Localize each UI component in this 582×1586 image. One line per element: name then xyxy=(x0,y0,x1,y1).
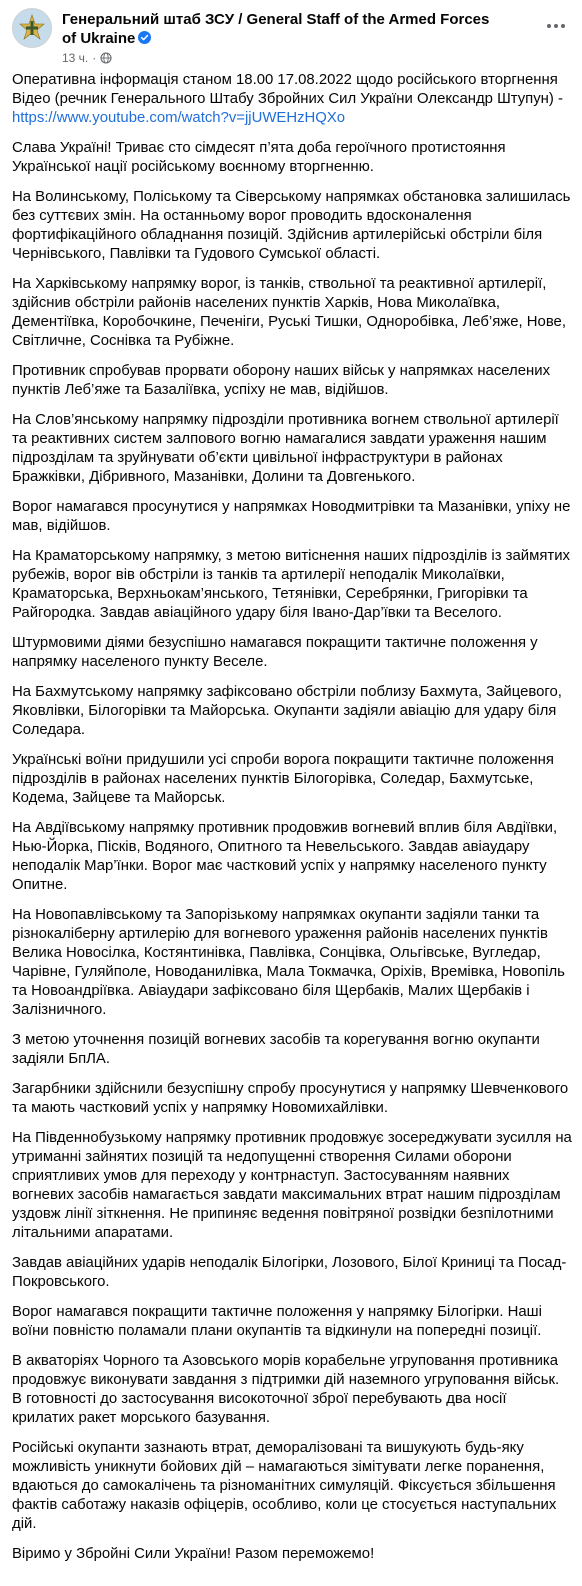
post-timestamp[interactable]: 13 ч. xyxy=(62,51,89,65)
post-paragraph: Українські воїни придушили усі спроби ворога покращити тактичне положення підрозділів в районах населених пунктів Білогорівка, Соледар, Бахмутське, Кодема, Зайцеве та Майорськ. xyxy=(12,752,554,806)
post-intro xyxy=(12,71,572,128)
post-paragraph: На Слов’янському напрямку підрозділи противника вогнем ствольної артилерії та реактивних систем залпового вогню намагалися завдати ураження нашим підрозділам та зруйнувати об’єкти цивільної інфраструктури в районах Бражківки, Дібривного, Мазанівки, Долини та Довгенького. xyxy=(12,412,559,485)
post-paragraph: Ворог намагався покращити тактичне положення у напрямку Білогірки. Наші воїни повністю поламали плани окупантів та відкинули на попередні позиції. xyxy=(12,1304,542,1339)
armed-forces-emblem-icon xyxy=(13,9,51,47)
intro-text: Оперативна інформація станом 18.00 17.08.2022 щодо російського вторгнення Відео (речник Генерального Штабу Збройних Сил України Олександр Штупун) - xyxy=(12,72,563,107)
page-avatar[interactable] xyxy=(12,8,52,48)
post-paragraph: Віримо у Збройні Сили України! Разом переможемо! xyxy=(12,1546,375,1562)
post-paragraph: Противник спробував прорвати оборону наших військ у напрямках населених пунктів Леб’яже та Базаліївка, успіху не мав, відійшов. xyxy=(12,363,551,398)
post-paragraph: Російські окупанти зазнають втрат, деморалізовані та вишукують будь-яку можливість уникнути бойових дій – намагаються зімітувати легке поранення, вдаються до самокалічень та різноманітних симуляцій. Фіксується збільшення фактів саботажу наказів офіцерів, особливо, коли це стосується наступальних дій. xyxy=(12,1440,557,1532)
post-paragraph: Загарбники здійснили безуспішну спробу просунутися у напрямку Шевченкового та мають частковий успіх у напрямку Новомихайлівки. xyxy=(12,1081,569,1116)
post-menu-button[interactable] xyxy=(542,14,570,38)
meta-separator: · xyxy=(92,51,97,65)
post-paragraph: Слава Україні! Триває сто сімдесят п’ята доба героїчного протистояння Української нації російському воєнному вторгненню. xyxy=(12,140,506,175)
post-paragraph: Ворог намагався просунутися у напрямках Новодмитрівки та Мазанівки, упіху не мав, відійшов. xyxy=(12,499,571,534)
post-paragraph: На Волинському, Поліському та Сіверському напрямках обстановка залишилась без суттєвих змін. На останньому ворог проводить вдосконалення фортифікаційного обладнання позицій. Здійснив артилерійські обстріли біля Чернівського, Павлівки та Гудового Сумської області. xyxy=(12,189,571,262)
post-paragraph: На Авдіївському напрямку противник продовжив вогневий вплив біля Авдіївки, Нью-Йорка, Пісків, Водяного, Опитного та Невельського. Завдав авіаудару неподалік Мар’їнки. Ворог має частковий успіх у напрямку населеного пункту Опитне. xyxy=(12,820,558,893)
post-paragraph: На Харківському напрямку ворог, із танків, ствольної та реактивної артилерії, здійснив обстріли районів населених пунктів Харків, Нова Миколаївка, Дементіївка, Коробочкине, Печеніги, Руські Тишки, Одноробівка, Леб’яже, Нове, Світличне, Соснівка та Рубіжне. xyxy=(12,276,566,349)
post-meta xyxy=(62,51,112,65)
post-paragraph: Завдав авіаційних ударів неподалік Білогірки, Лозового, Білої Криниці та Посад-Покровського. xyxy=(12,1255,567,1290)
globe-icon xyxy=(100,52,112,64)
post-paragraph: Штурмовими діями безуспішно намагався покращити тактичне положення у напрямку населеного пункту Веселе. xyxy=(12,635,538,670)
more-horizontal-icon xyxy=(546,23,566,29)
post-paragraph: На Новопавлівському та Запорізькому напрямках окупанти задіяли танки та різнокаліберну артилерію для вогневого ураження районів населених пунктів Велика Новосілка, Костянтинівка, Павлівка, Сонцівка, Ольгівське, Вугледар, Чарівне, Гуляйполе, Новоданилівка, Мала Токмачка, Оріхів, Времівка, Новопіль та Новоандріївка. Авіаудари зафіксовано біля Щербаків, Малих Щербаків і Залізничного. xyxy=(12,907,565,1018)
post-paragraph: З метою уточнення позицій вогневих засобів та корегування вогню окупанти задіяли БпЛА. xyxy=(12,1032,540,1067)
post-text xyxy=(12,71,572,1575)
page-name-text[interactable]: Генеральний штаб ЗСУ / General Staff of the Armed Forces of Ukraine xyxy=(62,11,490,47)
post-header xyxy=(12,8,570,64)
post-paragraph: На Бахмутському напрямку зафіксовано обстріли поблизу Бахмута, Зайцевого, Яковлівки, Білогорівки та Майорська. Окупанти задіяли авіацію для удару біля Соледара. xyxy=(12,684,562,738)
post-paragraph: В акваторіях Чорного та Азовського морів корабельне угруповання противника продовжує виконувати завдання з підтримки дій наземного угруповання військ. В готовності до застосування високоточної зброї перебувають два носії крилатих ракет морського базування. xyxy=(12,1353,560,1426)
verified-badge-icon xyxy=(138,30,151,43)
video-link[interactable]: https://www.youtube.com/watch?v=jjUWEHzHQXo xyxy=(12,110,346,126)
post-paragraph: На Краматорському напрямку, з метою витіснення наших підрозділів із займятих рубежів, ворог вів обстріли із танків та артилерії неподалік Миколаївки, Краматорська, Верхньокам’янського, Тетянівки, Серебрянки, Григорівки та Райгородка. Завдав авіаційного удару біля Івано-Дар’ївки та Веселого. xyxy=(12,548,570,621)
page-name[interactable] xyxy=(62,10,502,48)
post-paragraph: На Південнобузькому напрямку противник продовжує зосереджувати зусилля на утриманні зайнятих позицій та недопущенні створення Силами оборони сприятливих умов для переходу у контрнаступ. Застосуванням наявних вогневих засобів намагається завдати максимальних втрат нашим підрозділам уздовж лінії зіткнення. Не припиняє ведення повітряної розвідки безпілотними літальними апаратами. xyxy=(12,1130,572,1241)
